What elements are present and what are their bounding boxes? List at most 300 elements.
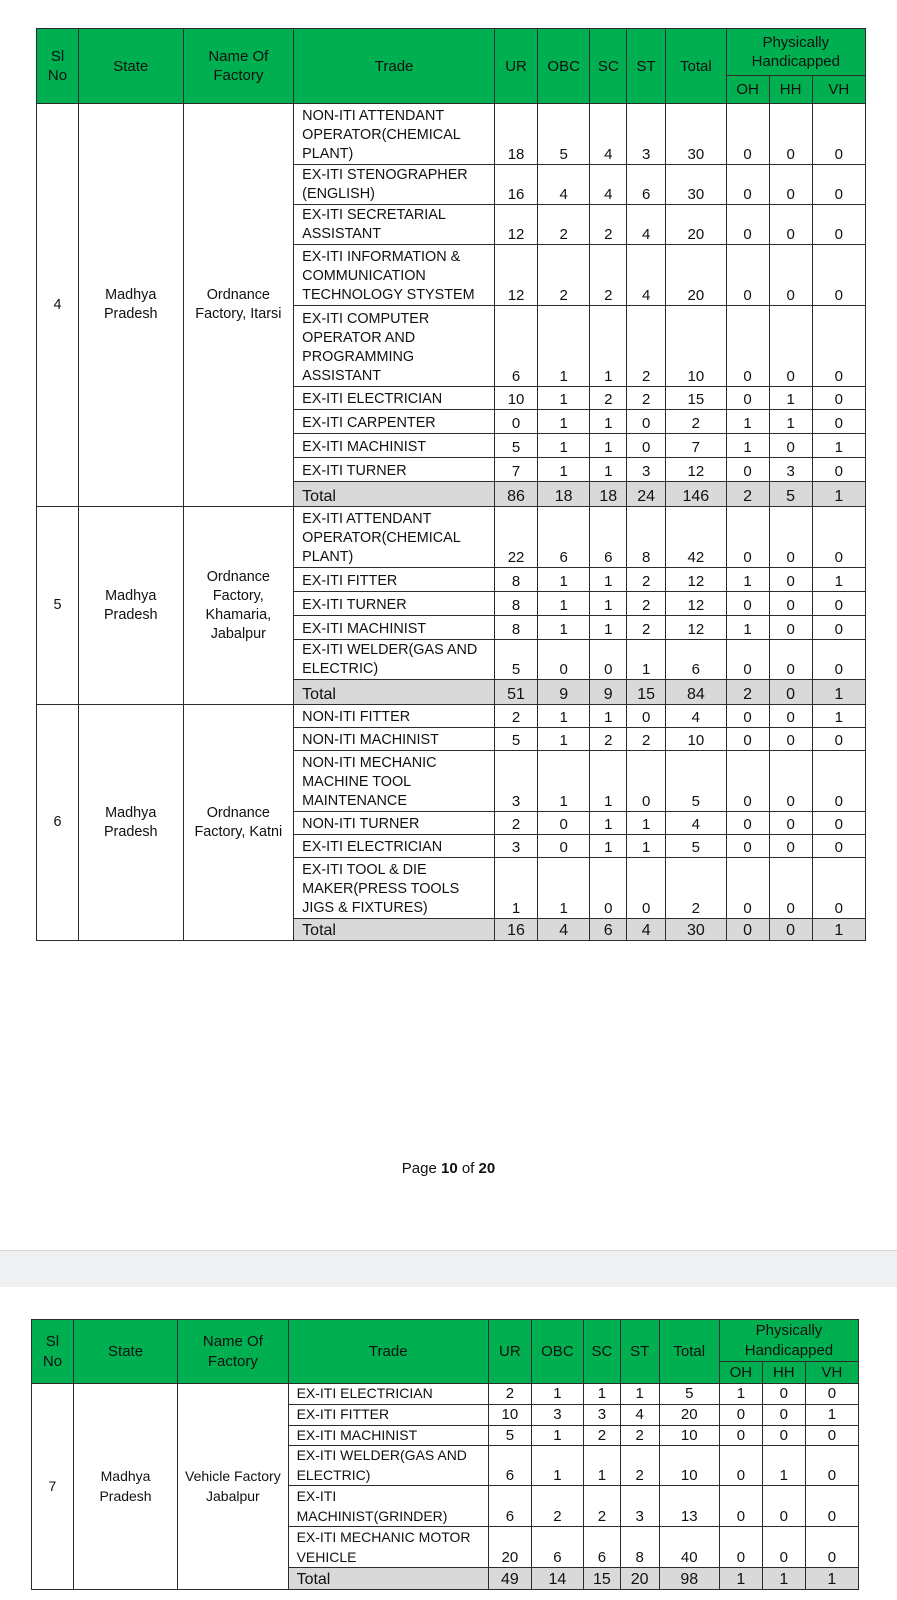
trade-cell: EX-ITI MACHINIST [294,616,495,640]
ur-cell: 2 [488,1384,531,1405]
total-cell: 12 [666,458,726,482]
total-cell: 20 [659,1404,719,1425]
total-label: Total [294,482,495,507]
st-cell: 8 [620,1527,659,1568]
ur-cell: 20 [488,1527,531,1568]
vh-cell: 1 [805,1404,858,1425]
obc-cell: 1 [538,592,590,616]
hh-cell: 0 [762,1404,805,1425]
total-ur-cell: 51 [495,680,538,705]
total-oh-cell: 1 [719,1568,762,1590]
vh-cell: 0 [812,812,865,835]
header-st: ST [620,1320,659,1384]
obc-cell: 1 [538,728,590,751]
obc-cell: 0 [538,835,590,858]
header-oh: OH [719,1362,762,1384]
obc-cell: 0 [538,812,590,835]
st-cell: 0 [627,858,666,919]
ur-cell: 3 [495,835,538,858]
trade-cell: EX-ITI WELDER(GAS AND ELECTRIC) [294,640,495,680]
header-factory: Name Of Factory [183,29,294,104]
total-cell: 10 [659,1425,719,1446]
obc-cell: 1 [538,434,590,458]
obc-cell: 1 [538,387,590,410]
hh-cell: 0 [769,507,812,568]
vh-cell: 1 [812,568,865,592]
header-obc: OBC [531,1320,583,1384]
header-row [32,1320,859,1362]
hh-cell: 3 [769,458,812,482]
obc-cell: 1 [538,751,590,812]
trade-cell: EX-ITI TURNER [294,458,495,482]
vh-cell: 0 [812,507,865,568]
trade-cell: EX-ITI CARPENTER [294,410,495,434]
obc-cell: 1 [538,568,590,592]
ur-cell: 8 [495,568,538,592]
vh-cell: 0 [812,165,865,205]
sc-cell: 1 [590,568,627,592]
obc-cell: 1 [538,858,590,919]
hh-cell: 0 [769,306,812,387]
header-state: State [79,29,184,104]
page-of: of [461,1160,475,1177]
hh-cell: 0 [769,434,812,458]
obc-cell: 5 [538,104,590,165]
oh-cell: 0 [719,1527,762,1568]
ur-cell: 3 [495,751,538,812]
st-cell: 4 [627,245,666,306]
total-label: Total [294,919,495,941]
ur-cell: 12 [495,245,538,306]
oh-cell: 0 [719,1404,762,1425]
st-cell: 1 [627,835,666,858]
total-obc-cell: 4 [538,919,590,941]
header-total: Total [666,29,726,104]
ur-cell: 16 [495,165,538,205]
oh-cell: 0 [726,751,769,812]
total-cell: 2 [666,858,726,919]
hh-cell: 0 [769,205,812,245]
st-cell: 0 [627,751,666,812]
sc-cell: 1 [590,592,627,616]
oh-cell: 0 [726,705,769,728]
document-page-11 [0,1287,897,1600]
vh-cell: 1 [812,434,865,458]
vh-cell: 0 [812,858,865,919]
oh-cell: 0 [726,858,769,919]
sc-cell: 1 [590,705,627,728]
obc-cell: 1 [531,1425,583,1446]
hh-cell: 0 [769,245,812,306]
table-row [32,1384,859,1405]
total-vh-cell: 1 [812,482,865,507]
total-cell: 2 [666,410,726,434]
hh-cell: 0 [769,104,812,165]
oh-cell: 0 [726,306,769,387]
total-hh-cell: 0 [769,919,812,941]
ur-cell: 5 [488,1425,531,1446]
trade-cell: EX-ITI FITTER [288,1404,488,1425]
oh-cell: 0 [726,458,769,482]
sl-no-cell: 6 [37,705,79,941]
st-cell: 2 [620,1446,659,1486]
total-label: Total [288,1568,488,1590]
vh-cell: 0 [805,1446,858,1486]
total-cell: 13 [659,1486,719,1527]
total-cell: 10 [659,1446,719,1486]
vh-cell: 0 [805,1486,858,1527]
st-cell: 8 [627,507,666,568]
header-sl-no: Sl No [32,1320,74,1384]
sc-cell: 1 [590,751,627,812]
oh-cell: 0 [726,104,769,165]
sl-no-cell: 4 [37,104,79,507]
hh-cell: 0 [769,858,812,919]
sc-cell: 1 [590,835,627,858]
ur-cell: 2 [495,705,538,728]
total-total-cell: 84 [666,680,726,705]
ur-cell: 18 [495,104,538,165]
hh-cell: 0 [769,812,812,835]
header-physically-handicapped: Physically Handicapped [726,29,865,76]
trade-cell: EX-ITI FITTER [294,568,495,592]
obc-cell: 6 [531,1527,583,1568]
header-vh: VH [805,1362,858,1384]
total-cell: 5 [666,835,726,858]
obc-cell: 3 [531,1404,583,1425]
ur-cell: 12 [495,205,538,245]
trade-cell: EX-ITI MECHANIC MOTOR VEHICLE [288,1527,488,1568]
total-hh-cell: 0 [769,680,812,705]
total-cell: 10 [666,306,726,387]
hh-cell: 1 [769,410,812,434]
total-oh-cell: 2 [726,482,769,507]
header-total: Total [659,1320,719,1384]
sc-cell: 3 [583,1404,620,1425]
obc-cell: 1 [538,458,590,482]
total-obc-cell: 14 [531,1568,583,1590]
factory-cell: Ordnance Factory, Khamaria, Jabalpur [183,507,294,705]
state-cell: Madhya Pradesh [79,705,184,941]
ur-cell: 7 [495,458,538,482]
st-cell: 2 [627,306,666,387]
sc-cell: 2 [590,728,627,751]
factory-cell: Ordnance Factory, Itarsi [183,104,294,507]
hh-cell: 0 [762,1486,805,1527]
vh-cell: 0 [812,640,865,680]
oh-cell: 1 [726,568,769,592]
vh-cell: 0 [812,458,865,482]
state-cell: Madhya Pradesh [73,1384,177,1590]
sc-cell: 1 [590,410,627,434]
ur-cell: 22 [495,507,538,568]
st-cell: 3 [620,1486,659,1527]
total-hh-cell: 1 [762,1568,805,1590]
obc-cell: 1 [538,410,590,434]
vh-cell: 0 [812,835,865,858]
oh-cell: 0 [719,1446,762,1486]
sc-cell: 1 [590,458,627,482]
obc-cell: 1 [538,705,590,728]
header-trade: Trade [288,1320,488,1384]
vh-cell: 0 [812,205,865,245]
sc-cell: 1 [590,306,627,387]
st-cell: 2 [620,1425,659,1446]
header-sc: SC [583,1320,620,1384]
total-total-cell: 146 [666,482,726,507]
total-sc-cell: 15 [583,1568,620,1590]
total-st-cell: 4 [627,919,666,941]
st-cell: 4 [627,205,666,245]
sc-cell: 1 [590,616,627,640]
sl-no-cell: 5 [37,507,79,705]
factory-cell: Ordnance Factory, Katni [183,705,294,941]
total-vh-cell: 1 [812,680,865,705]
vh-cell: 0 [805,1425,858,1446]
trade-cell: EX-ITI ATTENDANT OPERATOR(CHEMICAL PLANT) [294,507,495,568]
vh-cell: 0 [812,592,865,616]
oh-cell: 0 [726,812,769,835]
obc-cell: 1 [538,616,590,640]
apprentice-vacancy-table [36,28,866,941]
total-cell: 15 [666,387,726,410]
obc-cell: 0 [538,640,590,680]
oh-cell: 1 [726,434,769,458]
apprentice-vacancy-table-continued [31,1319,859,1590]
st-cell: 4 [620,1404,659,1425]
trade-cell: EX-ITI STENOGRAPHER (ENGLISH) [294,165,495,205]
page-label: Page [401,1160,437,1177]
header-obc: OBC [538,29,590,104]
header-oh: OH [726,76,769,104]
hh-cell: 0 [769,640,812,680]
trade-cell: EX-ITI MACHINIST [294,434,495,458]
hh-cell: 0 [762,1527,805,1568]
vh-cell: 0 [805,1384,858,1405]
st-cell: 3 [627,104,666,165]
total-hh-cell: 5 [769,482,812,507]
st-cell: 2 [627,387,666,410]
total-cell: 5 [659,1384,719,1405]
oh-cell: 0 [726,205,769,245]
total-vh-cell: 1 [812,919,865,941]
total-cell: 42 [666,507,726,568]
trade-cell: NON-ITI MACHINIST [294,728,495,751]
factory-cell: Vehicle Factory Jabalpur [178,1384,288,1590]
ur-cell: 5 [495,728,538,751]
total-vh-cell: 1 [805,1568,858,1590]
oh-cell: 1 [726,616,769,640]
hh-cell: 0 [769,592,812,616]
total-sc-cell: 6 [590,919,627,941]
oh-cell: 0 [726,245,769,306]
sl-no-cell: 7 [32,1384,74,1590]
oh-cell: 0 [719,1486,762,1527]
total-st-cell: 24 [627,482,666,507]
trade-cell: EX-ITI MACHINIST [288,1425,488,1446]
sc-cell: 2 [590,387,627,410]
trade-cell: NON-ITI TURNER [294,812,495,835]
st-cell: 2 [627,616,666,640]
total-oh-cell: 2 [726,680,769,705]
obc-cell: 1 [531,1446,583,1486]
total-cell: 30 [666,104,726,165]
obc-cell: 2 [538,245,590,306]
obc-cell: 1 [538,306,590,387]
st-cell: 2 [627,592,666,616]
trade-cell: EX-ITI INFORMATION & COMMUNICATION TECHNOLOGY STYSTEM [294,245,495,306]
vh-cell: 0 [812,751,865,812]
ur-cell: 6 [488,1486,531,1527]
total-cell: 6 [666,640,726,680]
sc-cell: 6 [590,507,627,568]
oh-cell: 0 [726,507,769,568]
total-st-cell: 20 [620,1568,659,1590]
st-cell: 1 [627,812,666,835]
hh-cell: 0 [769,728,812,751]
ur-cell: 10 [495,387,538,410]
oh-cell: 0 [719,1425,762,1446]
hh-cell: 0 [769,165,812,205]
total-obc-cell: 18 [538,482,590,507]
hh-cell: 0 [769,835,812,858]
header-hh: HH [762,1362,805,1384]
sc-cell: 1 [583,1446,620,1486]
sc-cell: 2 [583,1486,620,1527]
total-cell: 20 [666,205,726,245]
ur-cell: 6 [488,1446,531,1486]
trade-cell: EX-ITI COMPUTER OPERATOR AND PROGRAMMING ASSISTANT [294,306,495,387]
trade-cell: NON-ITI MECHANIC MACHINE TOOL MAINTENANCE [294,751,495,812]
total-cell: 30 [666,165,726,205]
total-oh-cell: 0 [726,919,769,941]
current-page: 10 [440,1160,458,1177]
vh-cell: 0 [805,1527,858,1568]
total-cell: 20 [666,245,726,306]
vh-cell: 0 [812,245,865,306]
total-st-cell: 15 [627,680,666,705]
sc-cell: 1 [590,812,627,835]
trade-cell: EX-ITI ELECTRICIAN [294,835,495,858]
st-cell: 2 [627,728,666,751]
st-cell: 1 [620,1384,659,1405]
sc-cell: 2 [590,245,627,306]
sc-cell: 4 [590,104,627,165]
trade-cell: EX-ITI TURNER [294,592,495,616]
ur-cell: 0 [495,410,538,434]
trade-cell: EX-ITI ELECTRICIAN [294,387,495,410]
obc-cell: 1 [531,1384,583,1405]
sc-cell: 0 [590,858,627,919]
hh-cell: 0 [769,616,812,640]
vh-cell: 0 [812,104,865,165]
hh-cell: 0 [762,1384,805,1405]
ur-cell: 8 [495,616,538,640]
st-cell: 6 [627,165,666,205]
sc-cell: 2 [583,1425,620,1446]
sc-cell: 1 [590,434,627,458]
page-number [0,1160,897,1177]
total-cell: 10 [666,728,726,751]
vh-cell: 1 [812,705,865,728]
oh-cell: 1 [719,1384,762,1405]
oh-cell: 1 [726,410,769,434]
header-factory: Name Of Factory [178,1320,288,1384]
ur-cell: 8 [495,592,538,616]
vh-cell: 0 [812,306,865,387]
header-row [37,29,866,76]
oh-cell: 0 [726,835,769,858]
total-ur-cell: 16 [495,919,538,941]
total-cell: 7 [666,434,726,458]
oh-cell: 0 [726,728,769,751]
sc-cell: 4 [590,165,627,205]
hh-cell: 0 [769,568,812,592]
obc-cell: 2 [538,205,590,245]
header-ur: UR [488,1320,531,1384]
table-row [37,705,866,728]
sc-cell: 0 [590,640,627,680]
st-cell: 0 [627,705,666,728]
total-sc-cell: 9 [590,680,627,705]
st-cell: 0 [627,434,666,458]
trade-cell: EX-ITI ELECTRICIAN [288,1384,488,1405]
header-state: State [73,1320,177,1384]
hh-cell: 0 [769,705,812,728]
obc-cell: 6 [538,507,590,568]
st-cell: 3 [627,458,666,482]
ur-cell: 5 [495,434,538,458]
st-cell: 0 [627,410,666,434]
oh-cell: 0 [726,387,769,410]
ur-cell: 10 [488,1404,531,1425]
ur-cell: 5 [495,640,538,680]
vh-cell: 0 [812,616,865,640]
hh-cell: 0 [762,1425,805,1446]
trade-cell: EX-ITI MACHINIST(GRINDER) [288,1486,488,1527]
total-sc-cell: 18 [590,482,627,507]
ur-cell: 1 [495,858,538,919]
trade-cell: EX-ITI TOOL & DIE MAKER(PRESS TOOLS JIGS & FIXTURES) [294,858,495,919]
total-obc-cell: 9 [538,680,590,705]
hh-cell: 1 [769,387,812,410]
total-cell: 4 [666,812,726,835]
header-sl-no: Sl No [37,29,79,104]
vh-cell: 0 [812,387,865,410]
total-total-cell: 98 [659,1568,719,1590]
trade-cell: EX-ITI WELDER(GAS AND ELECTRIC) [288,1446,488,1486]
oh-cell: 0 [726,165,769,205]
total-label: Total [294,680,495,705]
sc-cell: 1 [583,1384,620,1405]
header-vh: VH [812,76,865,104]
trade-cell: EX-ITI SECRETARIAL ASSISTANT [294,205,495,245]
sc-cell: 2 [590,205,627,245]
oh-cell: 0 [726,592,769,616]
ur-cell: 2 [495,812,538,835]
header-st: ST [627,29,666,104]
trade-cell: NON-ITI ATTENDANT OPERATOR(CHEMICAL PLANT) [294,104,495,165]
trade-cell: NON-ITI FITTER [294,705,495,728]
total-total-cell: 30 [666,919,726,941]
header-sc: SC [590,29,627,104]
total-cell: 5 [666,751,726,812]
oh-cell: 0 [726,640,769,680]
header-physically-handicapped: Physically Handicapped [719,1320,858,1362]
header-trade: Trade [294,29,495,104]
header-ur: UR [495,29,538,104]
page-separator [0,1250,897,1287]
